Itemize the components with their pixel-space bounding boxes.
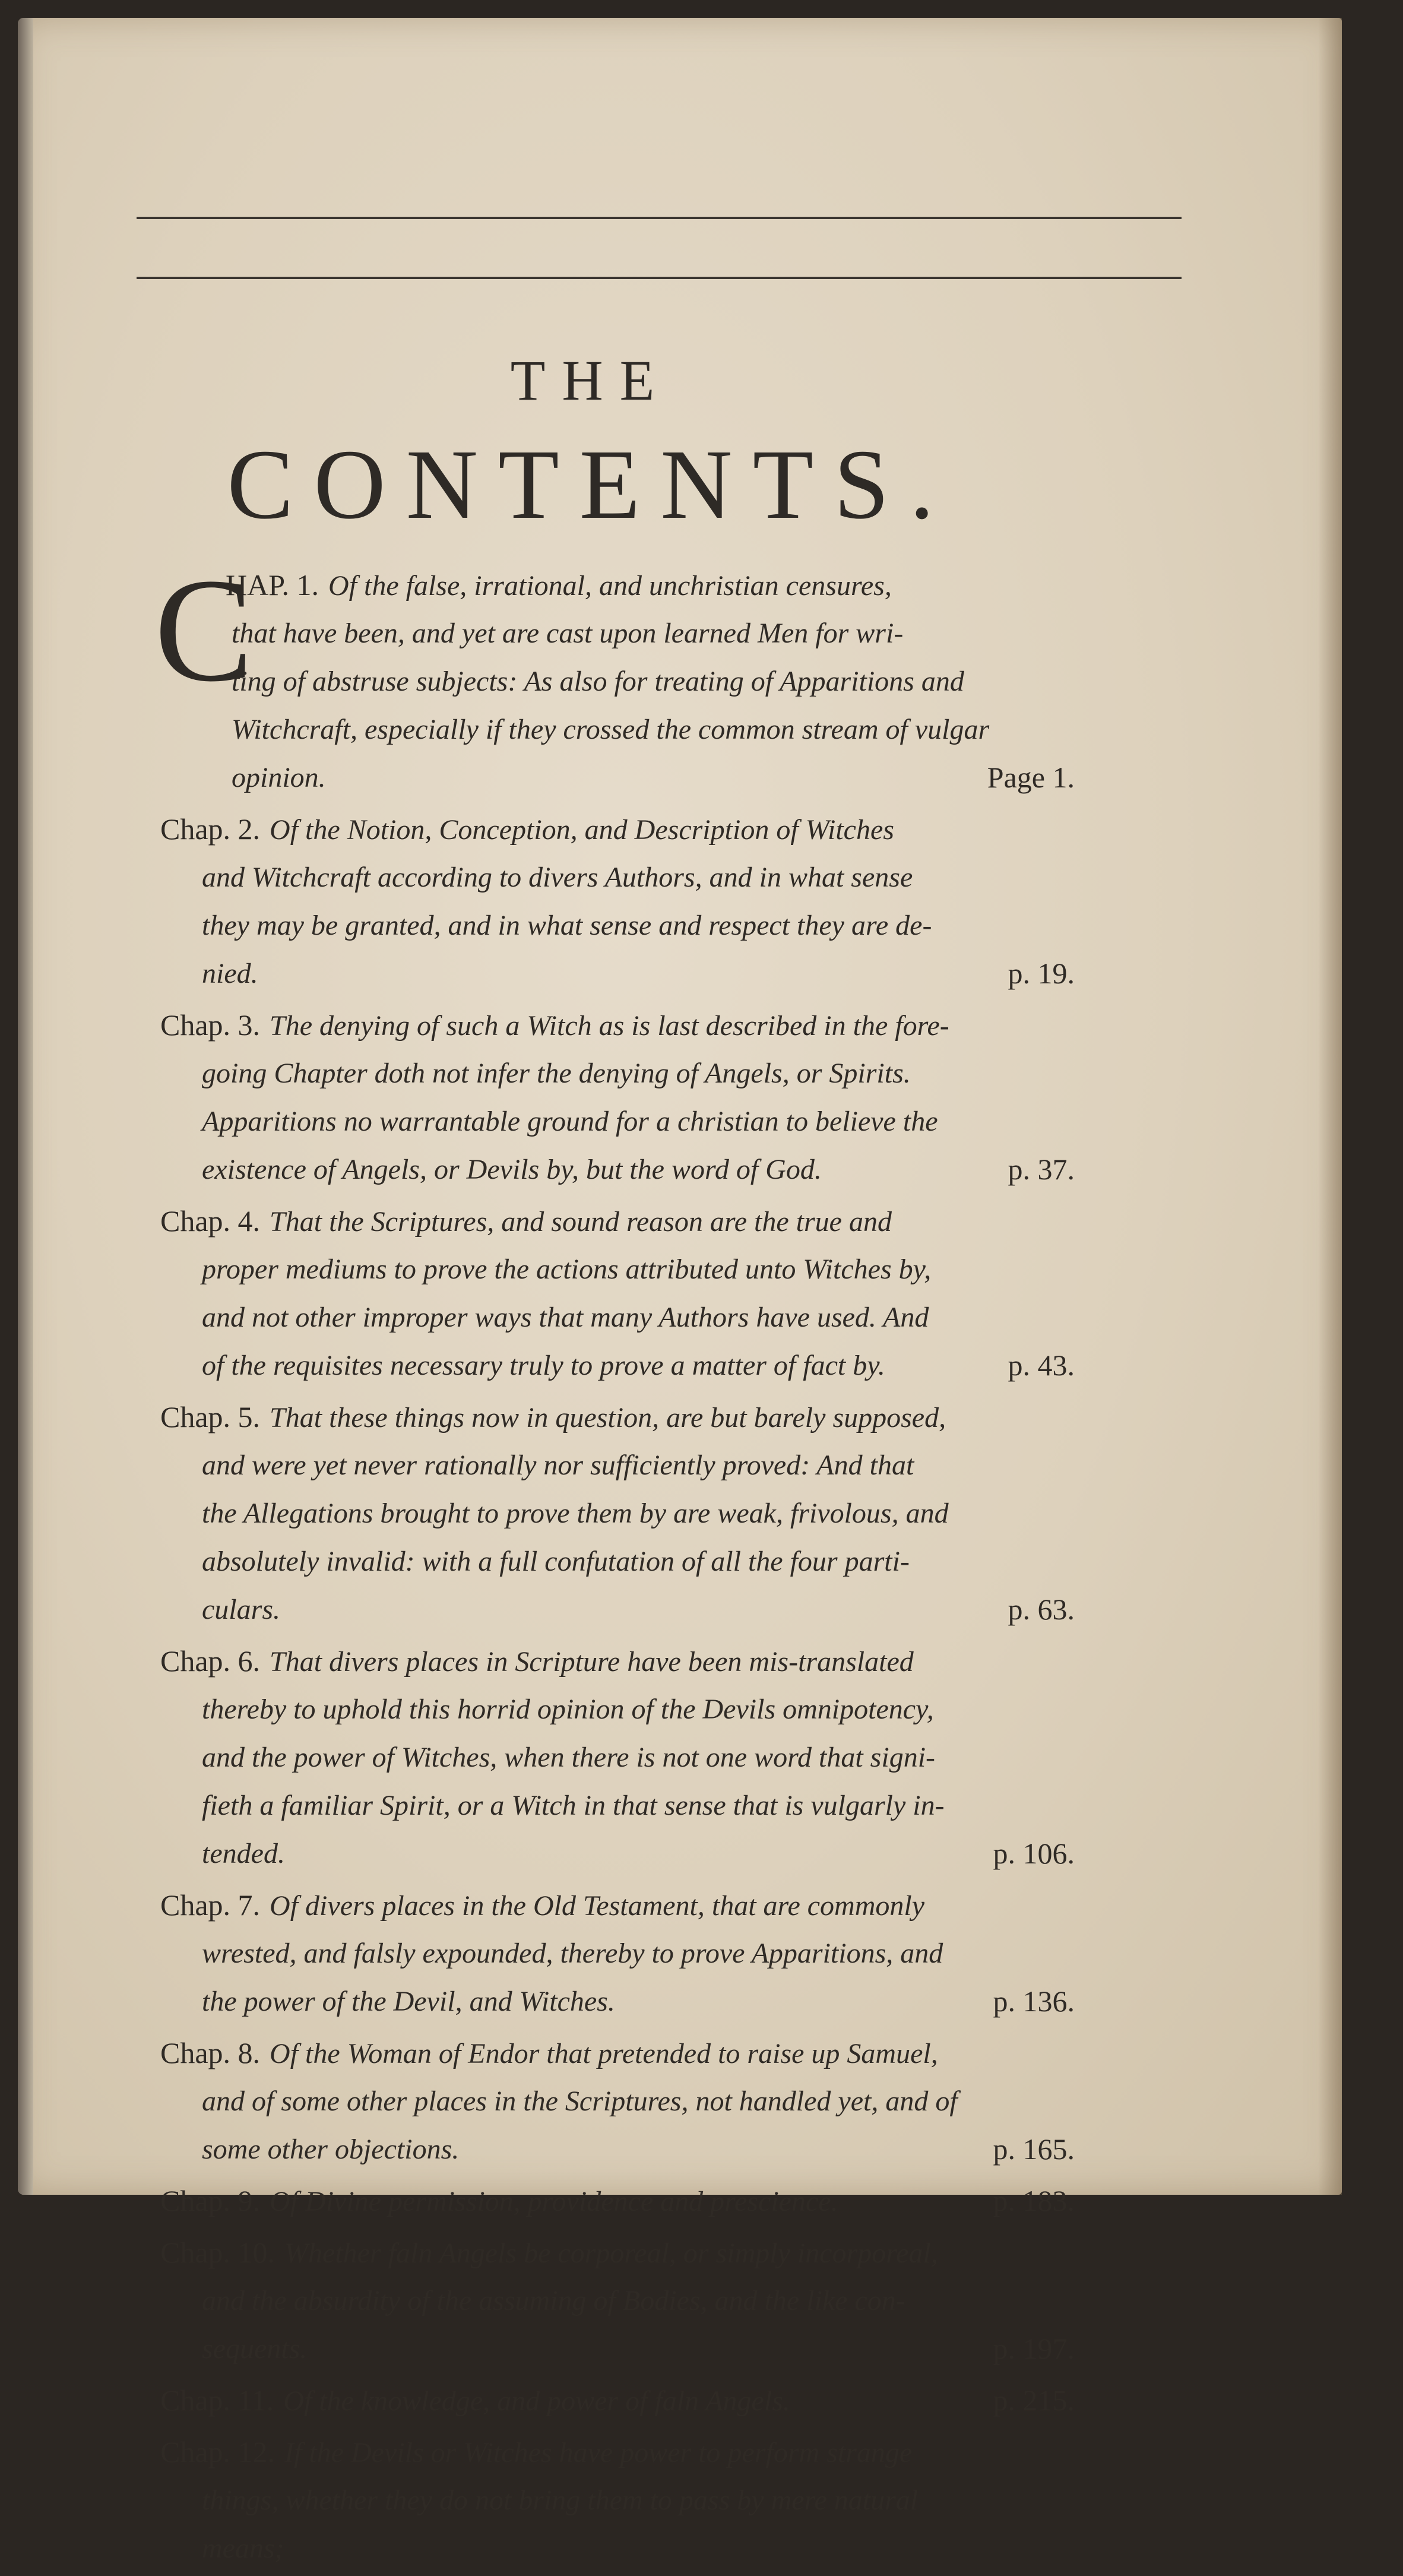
chapter-description: things, whether they do not bring them to pass by mere natural [202,2485,919,2516]
chapter-label: Chap. 5. [160,1400,261,1433]
toc-entry [160,1881,1075,2026]
chapter-description: and the power of Witches, when there is not one word that signi- [202,1742,936,1773]
chapter-description: that have been, and yet are cast upon learned Men for wri- [232,618,904,649]
chapter-description: the Allegations brought to prove them by are weak, frivolous, and [202,1498,949,1529]
chapter-description: existence of Angels, or Devils by, but the word of God. [202,1154,822,1185]
toc-line [160,561,1075,609]
chapter-description: and were yet never rationally nor sufficiently proved: And that [202,1450,914,1481]
heading-the: THE [510,349,672,412]
page-number: p. 19. [1008,957,1075,990]
page-number: p. 63. [1008,1593,1075,1626]
toc-line [160,853,1075,901]
chapter-description: Of the Woman of Endor that pretended to raise up Samuel, [270,2038,938,2069]
chapter-description: thereby to uphold this horrid opinion of the Devils omnipotency, [202,1694,934,1725]
book-page [18,18,1342,2564]
chapter-description: That the Scriptures, and sound reason are the true and [270,1206,892,1238]
chapter-description: wrested, and falsly expounded, thereby to prove Apparitions, and [202,1938,943,1969]
chapter-label: Chap. 9. [160,2184,261,2217]
toc-line [160,1489,1075,1537]
chapter-description: fieth a familiar Spirit, or a Witch in that sense that is vulgarly in- [202,1790,945,1821]
toc-line [160,2177,1075,2225]
page-number: p. 197. [993,2332,1075,2365]
chapter-description: and the absurdity of the assuming of Bodies, and the like con- [202,2285,905,2316]
chapter-description: some other objections. [202,2134,460,2165]
toc-line [160,609,1075,657]
header-rule-bottom [137,277,1182,279]
chapter-description: That these things now in question, are but barely supposed, [270,1402,946,1433]
toc-line [160,1537,1075,1586]
drop-capital: C [154,548,254,713]
page-number: p. 43. [1008,1349,1075,1382]
chapter-description: going Chapter doth not infer the denying of Angels, or Spirits. [202,1058,911,1089]
toc-line [160,1341,1075,1390]
chapter-description: they may be granted, and in what sense and respect they are de- [202,910,932,941]
chapter-description: of the requisites necessary truly to prove a matter of fact by. [202,1350,885,1381]
toc-entry [160,2376,1075,2425]
toc-line [160,2476,1075,2524]
toc-line [160,1685,1075,1733]
toc-line [160,1977,1075,2026]
toc-line [160,1049,1075,1097]
page-number: p. 37. [1008,1153,1075,1186]
chapter-label: Chap. 4. [160,1204,261,1238]
toc-line [160,1145,1075,1194]
chapter-label: Chap. 3. [160,1008,261,1042]
chapter-label: Chap. 6. [160,1644,261,1678]
page-number: p. 183. [993,2184,1075,2217]
chapter-description: tended. [202,1838,285,1869]
chapter-description: nied. [202,958,258,989]
header-rule-top [137,217,1182,219]
chapter-description: opinion. [232,762,326,793]
toc-entry [160,1001,1075,1194]
toc-line [160,901,1075,950]
chapter-description: Of the knowledge, and power of faln Angels. [283,2385,790,2417]
chapter-label: Chap. 11. [160,2384,274,2417]
toc-entry [160,1637,1075,1878]
toc-line [160,2376,1075,2425]
toc-line [160,2428,1075,2476]
chapter-description: Apparitions no warrantable ground for a christian to believe the [202,1106,938,1137]
chapter-description: culars. [202,1594,280,1625]
toc-line [160,2229,1075,2277]
toc-line [160,2524,1075,2572]
toc-line [160,1197,1075,1245]
toc-line [160,2125,1075,2173]
toc-line [160,2277,1075,2325]
chapter-description: Of the Notion, Conception, and Description of Witches [270,814,894,846]
chapter-description: Whether faln Angels be corporeal, or simply incorporeal, [284,2238,938,2269]
toc-line [160,657,1075,705]
page-number: p. 106. [993,1837,1075,1870]
chapter-label: Chap. 10. [160,2236,275,2269]
toc-line [160,1733,1075,1781]
toc-line [160,1293,1075,1341]
toc-line [160,1441,1075,1489]
toc-line [160,1097,1075,1145]
toc-line [160,705,1075,754]
toc-entry [160,1393,1075,1634]
toc-entry [154,548,1075,802]
toc-line [160,2077,1075,2125]
page-number: p. 215. [993,2384,1075,2417]
toc-entry [160,1197,1075,1390]
toc-line [160,1245,1075,1293]
toc-line [160,1881,1075,1929]
toc-line [160,2325,1075,2373]
chapter-label: HAP. 1. [226,568,319,602]
toc-line [160,1830,1075,1878]
chapter-description: means; [202,2533,284,2564]
toc-line [160,1781,1075,1830]
chapter-description: Of Divine permission, providence and prescience. [270,2186,838,2217]
chapter-description: absolutely invalid: with a full confutation of all the four parti- [202,1546,910,1577]
chapter-description: and of some other places in the Scriptures, not handled yet, and of [202,2086,958,2117]
chapter-description: proper mediums to prove the actions attributed unto Witches by, [202,1254,932,1285]
toc-entry [160,805,1075,998]
chapter-description: and not other improper ways that many Authors have used. And [202,1302,929,1333]
toc-line [160,1929,1075,1977]
chapter-label: Chap. 2. [160,812,261,846]
toc-line [160,2029,1075,2077]
toc-entry [160,2428,1075,2572]
chapter-description: Of divers places in the Old Testament, that are commonly [270,1890,925,1922]
page-number: Page 1. [987,761,1075,794]
toc-line [160,1637,1075,1685]
chapter-label: Chap. 7. [160,1888,261,1922]
toc-line [160,1001,1075,1049]
chapter-description: ting of abstruse subjects: As also for treating of Apparitions and [232,666,964,697]
toc-line [160,1393,1075,1441]
toc-entry [160,2029,1075,2173]
toc-entry [160,2177,1075,2225]
chapter-description: sequents. [202,2333,308,2365]
chapter-label: Chap. 8. [160,2036,261,2069]
toc-line [160,754,1075,802]
heading-contents: CONTENTS. [227,429,955,540]
chapter-label: Chap. 12. [160,2435,275,2469]
chapter-description: the power of the Devil, and Witches. [202,1986,615,2017]
table-of-contents [154,548,1075,2576]
toc-line [160,805,1075,853]
chapter-description: Witchcraft, especially if they crossed the common stream of vulgar [232,714,990,745]
chapter-description: and Witchcraft according to divers Authors, and in what sense [202,862,913,893]
toc-line [160,950,1075,998]
toc-line [160,1586,1075,1634]
chapter-description: If the Devils or Witches have power to perform strange [284,2437,913,2469]
toc-entry [160,2229,1075,2373]
page-number: p. 136. [993,1985,1075,2018]
chapter-description: That divers places in Scripture have been mis-translated [270,1646,914,1678]
chapter-description: The denying of such a Witch as is last described in the fore- [270,1010,949,1042]
chapter-description: Of the false, irrational, and unchristian censures, [328,570,892,602]
page-number: p. 165. [993,2132,1075,2166]
